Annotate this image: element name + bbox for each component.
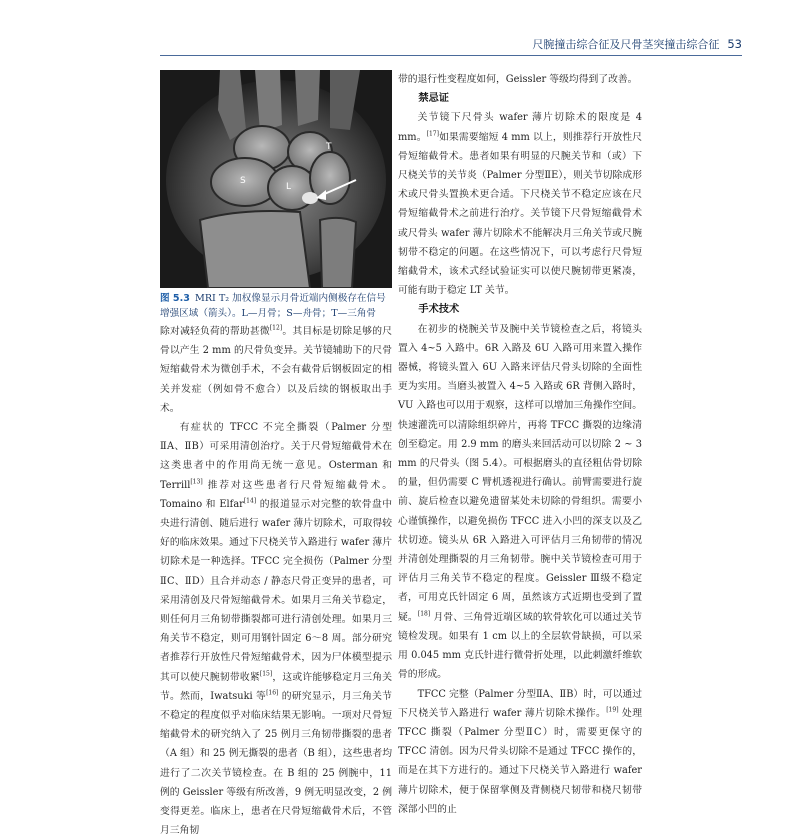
running-title: 尺腕撞击综合征及尺骨茎突撞击综合征 [532,38,720,51]
label-triquetrum: T [326,142,332,152]
paragraph: TFCC 完整（Palmer 分型ⅡA、ⅡB）时，可以通过下尺桡关节入路进行 wafer 薄片切除术操作。[19] 处理 TFCC 撕裂（Palmer 分型ⅡC）时，需要更保守的 TFCC 清创。因为尺骨头切除不是通过 TFCC 操作的，而是在其下方进行的。通过下尺桡关节入路进行 wafer 薄片切除术，便于保留掌侧及背侧桡尺韧带和桡尺韧带深部小凹的止 [398,688,643,815]
paragraph: 带的退行性变程度如何，Geissler 等级均得到了改善。 [398,74,638,85]
paragraph: 关节镜下尺骨头 wafer 薄片切除术的限度是 4 mm。[17]如果需要缩短 4 mm 以上，则推荐行开放性尺骨短缩截骨术。患者如果有明显的尺腕关节和（或）下尺桡关节的关节炎（Palmer 分型ⅡE），则关节切除成形术或尺骨头置换术更合适。下尺桡关节不稳定应该在尺骨短缩截骨术之前进行治疗。关节镜下尺骨短缩截骨术或尺骨头 wafer 薄片切除术不能解决月三角关节或尺腕韧带不稳定的问题。在这些情况下，可以考虑行尺骨短缩截骨术，该术式经试验证实可以使尺腕韧带更紧凑，可能有助于稳定 LT 关节。 [398,112,642,297]
left-column [160,322,392,840]
mri-figure [160,70,392,288]
header-rule [160,55,742,56]
right-column [398,70,642,819]
paragraph: 除对减轻负荷的帮助甚微[12]。其目标是切除足够的尺骨以产生 2 mm 的尺骨负变异。关节镜辅助下的尺骨短缩截骨术为微创手术，不会有截骨后钢板固定的相关并发症（例如骨不愈合）以及后续的钢板取出手术。 [160,324,393,414]
label-scaphoid: S [240,176,246,186]
figure-number: 图 5.3 [160,293,190,304]
figure-caption-text: MRI T₂ 加权像显示月骨近端内侧极存在信号增强区域（箭头）。L—月骨；S—舟骨；T—三角骨 [160,293,386,319]
paragraph: 有症状的 TFCC 不完全撕裂（Palmer 分型ⅡA、ⅡB）可采用清创治疗。关于尺骨短缩截骨术在这类患者中的作用尚无统一意见。Osterman 和 Terrill[13] 推荐对这些患者行尺骨短缩截骨术。Tomaino 和 Elfar[14] 的报道显示对完整的软骨盘中央进行清创、随后进行 wafer 薄片切除术，可取得较好的临床效果。通过下尺桡关节入路进行 wafer 薄片切除术是一种选择。TFCC 完全损伤（Palmer 分型ⅡC、ⅡD）且合并动态 / 静态尺骨正变异的患者，可采用清创及尺骨短缩截骨术。如果月三角关节稳定，则任何月三角韧带撕裂都可进行清创处理。如果月三角关节不稳定，则可用钢针固定 6～8 周。部分研究者推荐行开放性尺骨短缩截骨术，因为尸体模型提示其可以使尺腕韧带收紧[15]，这或许能够稳定月三角关节。然而，Iwatsuki 等[16] 的研究显示，月三角关节不稳定的程度似乎对临床结果无影响。一项对尺骨短缩截骨术的研究纳入了 25 例月三角韧带撕裂的患者（A 组）和 25 例无撕裂的患者（B 组），这些患者均进行了二次关节镜检查。在 B 组的 25 例腕中，11 例的 Geissler 等级有所改善，9 例无明显改变，2 例变得更差。临床上，患者在尺骨短缩截骨术后，不管月三角韧 [160,422,393,837]
paragraph: 在初步的桡腕关节及腕中关节镜检查之后，将镜头置入 4~5 入路中。6R 入路及 6U 入路可用来置入操作器械，将镜头置入 6U 入路来评估尺骨头切除的全面性更为实用。当磨头被置入 4~5 入路或 6R 背侧入路时，VU 入路也可以用于观察，这样可以增加三角操作空间。快速灌洗可以清除组织碎片，再将 TFCC 撕裂的边缘清创至稳定。用 2.9 mm 的磨头来回活动可以切除 2 ~ 3 mm 的尺骨头（图 5.4）。可根据磨头的直径粗估骨切除的量，但仍需要 C 臂机透视进行确认。前臂需要进行旋前、旋后检查以避免遗留某处未切除的骨组织。需要小心谨慎操作，以避免损伤 TFCC 进入小凹的深支以及乙状切迹。镜头从 6R 入路进入可评估月三角韧带的情况并清创处理撕裂的月三角韧带。腕中关节镜检查可用于评估月三角关节不稳定的程度。Geissler Ⅲ级不稳定者，可用克氏针固定 6 周，虽然该方式近期也受到了置疑。[18] 月骨、三角骨近端区域的软骨软化可以通过关节镜检发现。如果有 1 cm 以上的全层软骨缺损，可以采用 0.045 mm 克氏针进行微骨折处理，以此刺激纤维软骨的形成。 [398,323,642,681]
running-head [470,36,742,52]
figure-caption [160,291,392,321]
label-lunate: L [286,182,292,192]
section-title-contraindications: 禁忌证 [418,93,449,105]
section-title-technique: 手术技术 [418,304,460,316]
mri-image [160,70,392,288]
page-number: 53 [727,37,742,51]
